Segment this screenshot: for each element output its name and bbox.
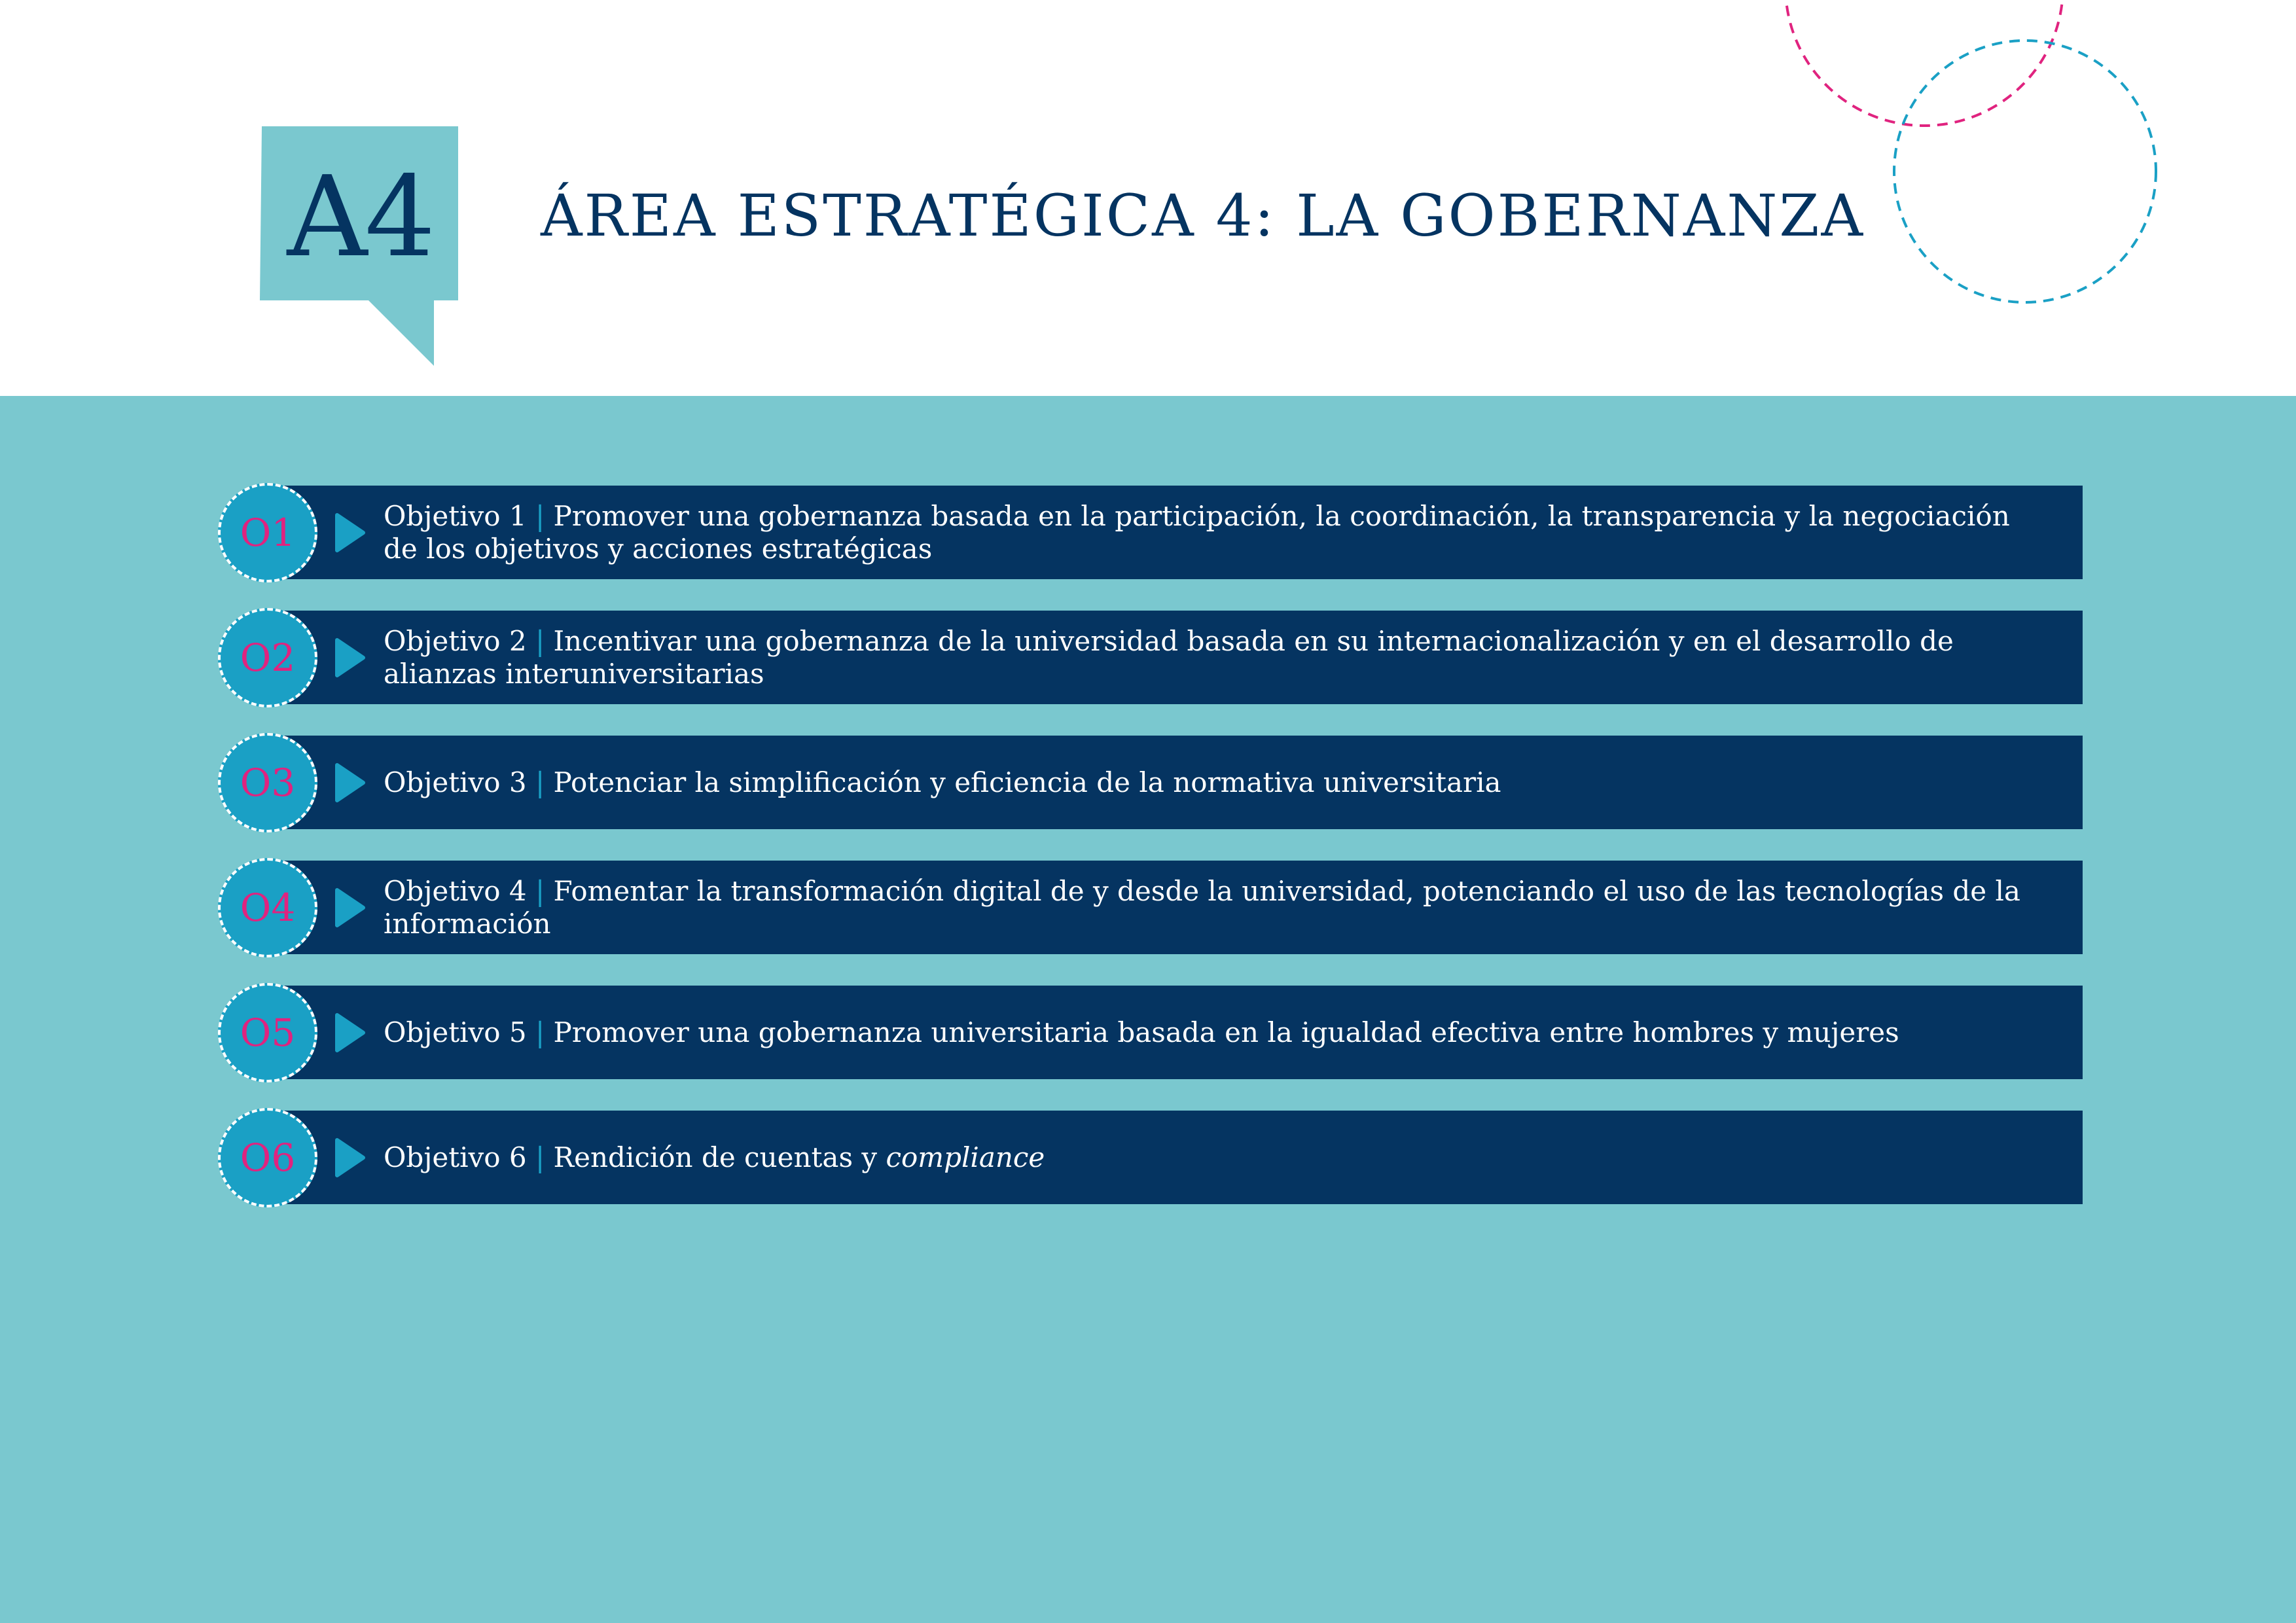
objective-separator: |: [535, 874, 545, 907]
objective-label: Objetivo 1: [384, 499, 527, 532]
objective-row: [268, 736, 2083, 829]
play-arrow-icon: [334, 638, 367, 677]
objective-description: Promover una gobernanza basada en la participación, la coordinación, la transparencia y la negociación de los objetivos y acciones estratégicas: [384, 499, 2010, 565]
objective-text: [384, 861, 2046, 954]
area-badge-label: A4: [287, 152, 433, 282]
objective-description: Potenciar la simplificación y eficiencia de la normativa universitaria: [553, 766, 1501, 798]
dashed-circles-decoration: [1741, 0, 2173, 314]
play-arrow-icon: [334, 1013, 367, 1052]
objective-text: [384, 611, 2046, 704]
objective-number-badge: O3: [218, 733, 317, 832]
objective-number-badge: O1: [218, 483, 317, 582]
objective-label: Objetivo 2: [384, 624, 527, 657]
play-arrow-icon: [334, 763, 367, 802]
objective-row: [268, 611, 2083, 704]
play-arrow-icon: [334, 1138, 367, 1177]
objective-separator: |: [535, 624, 545, 657]
objective-row: [268, 986, 2083, 1079]
objective-separator: |: [535, 499, 545, 532]
objective-label: Objetivo 4: [384, 874, 527, 907]
objective-row: [268, 861, 2083, 954]
page-title: ÁREA ESTRATÉGICA 4: LA GOBERNANZA: [541, 182, 1865, 249]
objective-text: [384, 486, 2046, 579]
objective-label: Objetivo 5: [384, 1016, 527, 1048]
objective-description: Incentivar una gobernanza de la universidad basada en su internacionalización y en el desarrollo de alianzas interuniversitarias: [384, 624, 1954, 690]
page-header: [0, 0, 2296, 396]
objective-description: Rendición de cuentas y: [553, 1141, 886, 1173]
play-arrow-icon: [334, 888, 367, 927]
objective-text: [384, 1111, 2046, 1204]
objective-description: Fomentar la transformación digital de y desde la universidad, potenciando el uso de las tecnologías de la información: [384, 874, 2020, 940]
objective-description: Promover una gobernanza universitaria basada en la igualdad efectiva entre hombres y mujeres: [553, 1016, 1899, 1048]
objective-number-badge: O4: [218, 858, 317, 957]
objective-separator: |: [535, 1141, 545, 1173]
objectives-panel: [0, 396, 2296, 1623]
objective-text: [384, 986, 2046, 1079]
objective-label: Objetivo 6: [384, 1141, 527, 1173]
objective-text: [384, 736, 2046, 829]
area-badge: [260, 126, 460, 366]
play-arrow-icon: [334, 513, 367, 552]
objective-label: Objetivo 3: [384, 766, 527, 798]
objective-emphasis: compliance: [886, 1141, 1045, 1173]
objective-separator: |: [535, 766, 545, 798]
objective-row: [268, 1111, 2083, 1204]
objective-number-badge: O2: [218, 608, 317, 707]
objective-number-badge: O5: [218, 983, 317, 1082]
objective-row: [268, 486, 2083, 579]
objective-number-badge: O6: [218, 1108, 317, 1207]
objective-separator: |: [535, 1016, 545, 1048]
